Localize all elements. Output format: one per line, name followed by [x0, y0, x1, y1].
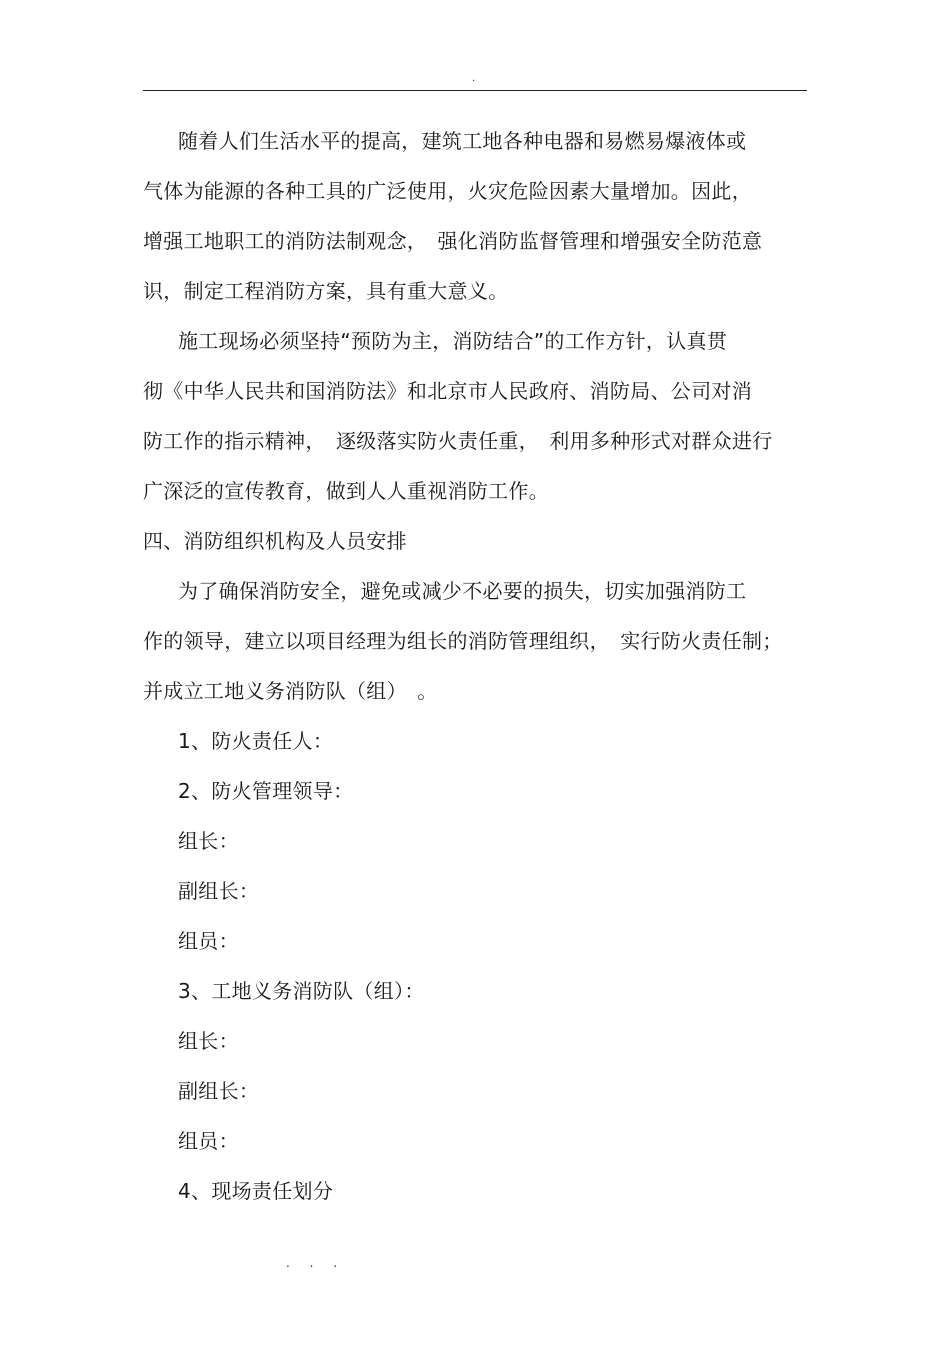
- list-item: 副组长：: [178, 1079, 260, 1103]
- list-item: 4、现场责任划分: [178, 1179, 334, 1203]
- list-item: 副组长：: [178, 879, 260, 903]
- paragraph-line: 识，制定工程消防方案，具有重大意义。: [143, 279, 509, 303]
- list-item: 组员：: [178, 1129, 239, 1153]
- list-item: 1、防火责任人：: [178, 729, 334, 753]
- paragraph-line: 气体为能源的各种工具的广泛使用，火灾危险因素大量增加。因此，: [143, 179, 752, 203]
- paragraph-line: 广深泛的宣传教育，做到人人重视消防工作。: [143, 479, 549, 503]
- list-item: 组员：: [178, 929, 239, 953]
- footer-marks: . . .: [286, 1256, 346, 1270]
- paragraph-line: 防工作的指示精神， 逐级落实防火责任重， 利用多种形式对群众进行: [143, 429, 773, 453]
- section-heading: 四、消防组织机构及人员安排: [143, 529, 407, 553]
- list-item: 组长：: [178, 1029, 239, 1053]
- paragraph-line: 作的领导，建立以项目经理为组长的消防管理组织， 实行防火责任制；: [143, 629, 783, 653]
- paragraph-line: 施工现场必须坚持“预防为主，消防结合”的工作方针，认真贯: [178, 329, 728, 353]
- list-item: 2、防火管理领导：: [178, 779, 354, 803]
- paragraph-line: 随着人们生活水平的提高，建筑工地各种电器和易燃易爆液体或: [178, 129, 747, 153]
- paragraph-line: 增强工地职工的消防法制观念， 强化消防监督管理和增强安全防范意: [143, 229, 763, 253]
- paragraph-line: 为了确保消防安全，避免或减少不必要的损失，切实加强消防工: [178, 579, 747, 603]
- list-item: 3、工地义务消防队（组）：: [178, 979, 425, 1003]
- header-mark: .: [472, 73, 476, 84]
- list-item: 组长：: [178, 829, 239, 853]
- paragraph-line: 并成立工地义务消防队（组） 。: [143, 679, 438, 703]
- paragraph-line: 彻《中华人民共和国消防法》和北京市人民政府、消防局、公司对消: [143, 379, 752, 403]
- header-rule: [143, 90, 807, 91]
